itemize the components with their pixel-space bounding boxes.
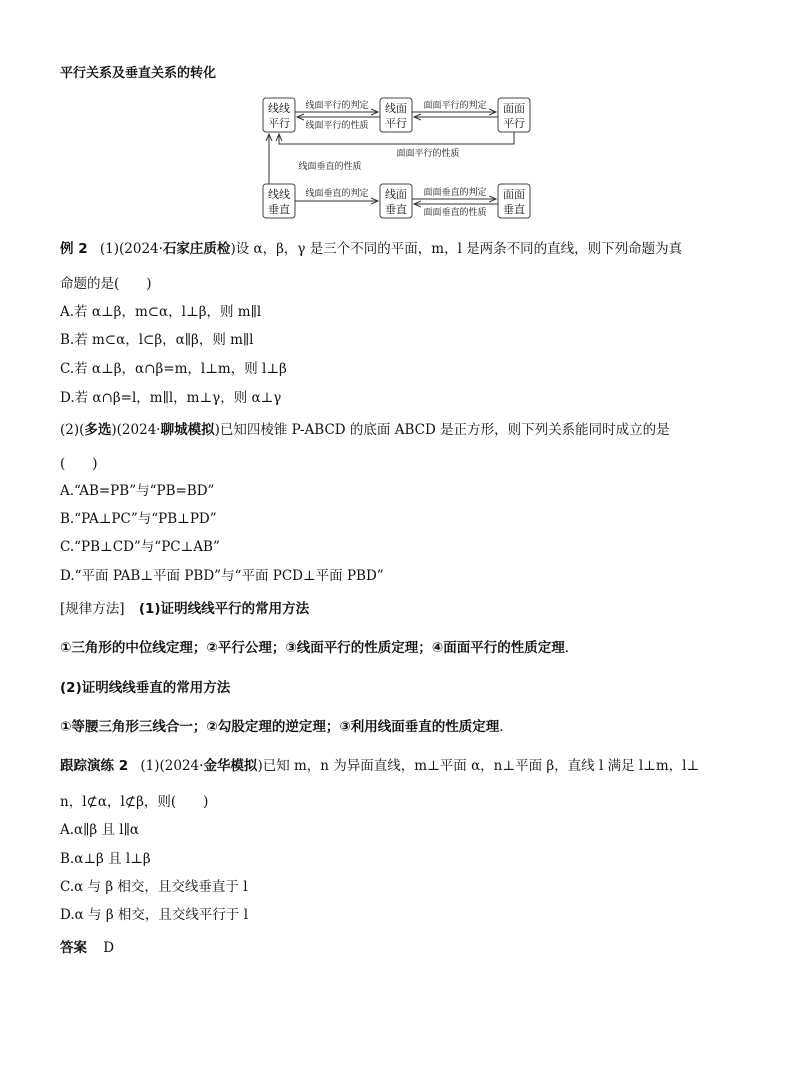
box-text: 面面 <box>503 188 525 201</box>
box-text: 垂直 <box>503 203 525 216</box>
relation-diagram <box>255 95 545 225</box>
box-text: 面面 <box>503 102 525 115</box>
question-text: )已知 m，n 为异面直线，m⊥平面 α，n⊥平面 β，直线 l 满足 l⊥m，l⊥ <box>257 758 700 774</box>
box-text: 垂直 <box>385 203 407 216</box>
box-text: 平行 <box>268 117 290 130</box>
method-line-2-end: . <box>499 719 504 735</box>
example-2-question-2 <box>60 418 670 438</box>
option-b: B.α⊥β 且 l⊥β <box>60 851 151 867</box>
option-c: C.若 α⊥β，α∩β=m，l⊥m，则 l⊥β <box>60 361 287 377</box>
question-text-continued: 命题的是( ) <box>60 276 152 292</box>
method-line-1-text: ①三角形的中位线定理；②平行公理；③线面平行的性质定理；④面面平行的性质定理 <box>60 640 565 656</box>
method-tag: [规律方法] <box>60 601 125 617</box>
option-d: D.“平面 PAB⊥平面 PBD”与“平面 PCD⊥平面 PBD” <box>60 568 384 584</box>
section-heading: 平行关系及垂直关系的转化 <box>60 66 217 81</box>
label-lperp-judge: 线面垂直的判定 <box>305 189 369 199</box>
box-text: 平行 <box>385 117 407 130</box>
box-text: 线线 <box>268 188 290 201</box>
label-lp-judge: 线面平行的判定 <box>305 101 369 111</box>
box-text: 线线 <box>268 102 290 115</box>
follow-up-question <box>60 754 699 774</box>
option-c: C.“PB⊥CD”与“PC⊥AB” <box>60 539 220 555</box>
label-lperp-property: 线面垂直的性质 <box>298 162 362 172</box>
question-year: )(2024· <box>111 422 161 438</box>
question-source: 石家庄质检 <box>162 241 231 257</box>
option-a: A.“AB=PB”与“PB=BD” <box>60 483 215 499</box>
multi-choice-tag: 多选 <box>84 422 112 438</box>
box-text: 平行 <box>503 117 525 130</box>
answer-value: D <box>103 940 115 956</box>
box-text: 线面 <box>385 102 407 115</box>
question-text-continued: n，l⊄α，l⊄β，则( ) <box>60 794 209 810</box>
box-text: 垂直 <box>268 203 290 216</box>
example-2-question-1 <box>60 237 682 257</box>
label-pperp-judge: 面面垂直的判定 <box>423 188 487 198</box>
answer-line <box>60 936 114 956</box>
answer-paren: ( ) <box>60 456 98 472</box>
question-number: (2)( <box>60 422 85 438</box>
question-number: (1)(2024· <box>140 758 204 774</box>
method-line-1-end: . <box>564 640 570 656</box>
question-number: (1)(2024· <box>99 241 163 257</box>
arrow-pp-property-long <box>279 132 514 144</box>
question-text: )设 α，β，γ 是三个不同的平面，m，l 是两条不同的直线，则下列命题为真 <box>230 241 683 257</box>
option-a: A.若 α⊥β，m⊂α，l⊥β，则 m∥l <box>60 304 262 320</box>
option-d: D.若 α∩β=l，m∥l，m⊥γ，则 α⊥γ <box>60 390 282 406</box>
option-b: B.“PA⊥PC”与“PB⊥PD” <box>60 511 217 527</box>
option-b: B.若 m⊂α，l⊂β，α∥β，则 m∥l <box>60 332 254 348</box>
label-lp-property: 线面平行的性质 <box>305 121 369 131</box>
answer-label: 答案 <box>60 940 87 956</box>
method-line-2-text: ①等腰三角形三线合一；②勾股定理的逆定理；③利用线面垂直的性质定理 <box>60 719 500 735</box>
example-label: 例 2 <box>60 241 88 257</box>
option-d: D.α 与 β 相交，且交线平行于 l <box>60 907 249 923</box>
method-title-2: (2)证明线线垂直的常用方法 <box>60 680 231 696</box>
option-c: C.α 与 β 相交，且交线垂直于 l <box>60 879 248 895</box>
label-pp-judge: 面面平行的判定 <box>423 101 487 111</box>
method-title-1: (1)证明线线平行的常用方法 <box>138 601 310 617</box>
question-text: )已知四棱锥 P-ABCD 的底面 ABCD 是正方形，则下列关系能同时成立的是 <box>214 422 670 438</box>
label-pperp-property: 面面垂直的性质 <box>423 208 487 218</box>
box-text: 线面 <box>385 188 407 201</box>
method-line-1 <box>60 636 569 656</box>
method-line-2 <box>60 715 504 735</box>
follow-up-label: 跟踪演练 2 <box>60 758 129 774</box>
method-section <box>60 597 309 617</box>
question-source: 金华模拟 <box>203 758 258 774</box>
option-a: A.α∥β 且 l∥α <box>60 822 139 838</box>
label-pp-property: 面面平行的性质 <box>396 149 460 159</box>
question-source: 聊城模拟 <box>160 422 215 438</box>
